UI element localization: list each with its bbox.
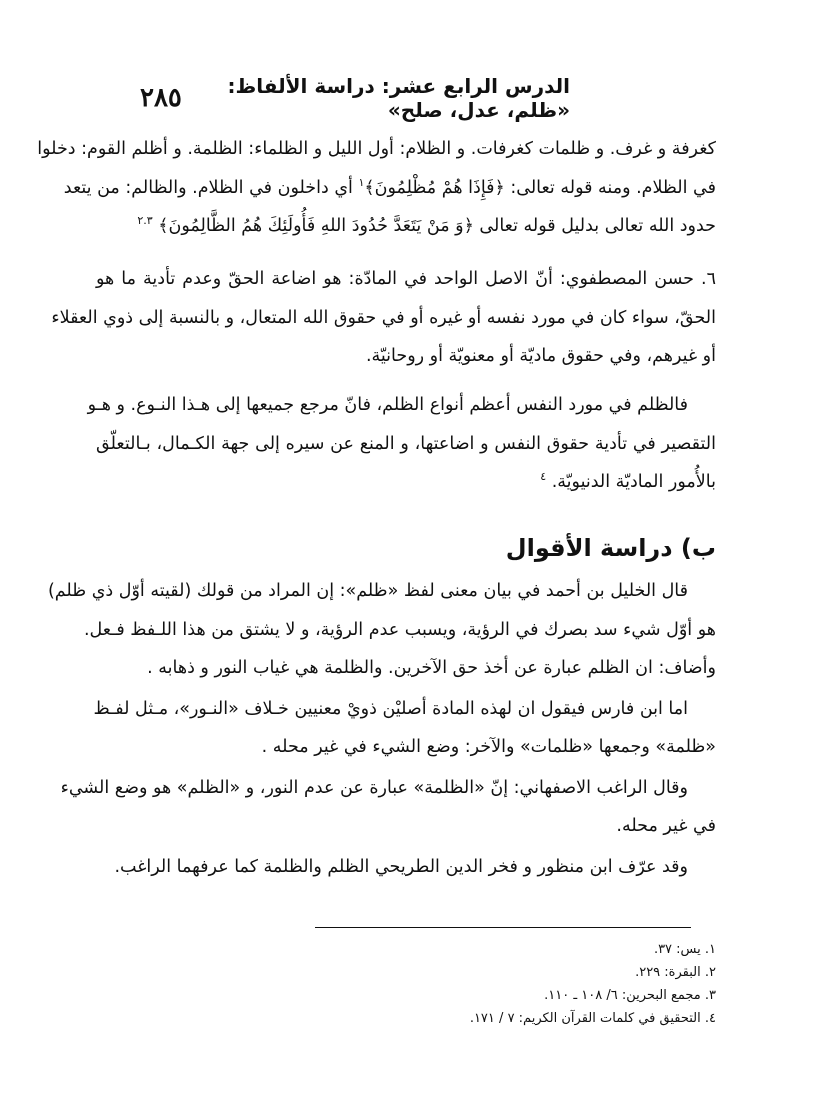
text-line: اما ابن فارس فيقول ان لهذه المادة أصليْن ذويْ معنيين خـلاف «النـور»، مـثل لفـظ: [93, 698, 688, 719]
paragraph-ibn-faris: [93, 690, 716, 767]
text-line: أو غيرهم، وفي حقوق ماديّة أو معنويّة أو روحانيّة.: [365, 346, 716, 366]
text-line: الحقّ، سواء كان في مورد نفسه أو غيره أو في حقوق الله المتعال، و بالنسبة إلى ذوي العقلاء: [51, 307, 716, 328]
text-line: ٦. حسن المصطفوي: أنّ الاصل الواحد في المادّة: هو اضاعة الحقّ وعدم تأدية ما هو: [96, 269, 716, 289]
text-line: كغرفة و غرف. و ظلمات كغرفات. و الظلام: أول الليل و الظلماء: الظلمة. و أظلم القوم: دخلوا: [37, 139, 716, 159]
text-line: [63, 169, 716, 208]
text-line-part: أي داخلون في الظلام. والظالم: من يتعد: [63, 177, 359, 198]
text-line: التقصير في تأدية حقوق النفس و اضاعتها، و المنع عن سيره إلى جهة الكـمال، بـالتعلّق: [96, 433, 716, 454]
text-line: فالظلم في مورد النفس أعظم أنواع الظلم، فانّ مرجع جميعها إلى هـذا النـوع. و هـو: [87, 395, 688, 415]
paragraph-khalil: [47, 572, 716, 688]
text-line: قال الخليل بن أحمد في بيان معنى لفظ «ظلم»: إن المراد من قولك (لقيته أوّل ذي ظلم): [47, 581, 688, 601]
header-title: الدرس الرابع عشر: دراسة الألفاظ: «ظلم، عدل، صلح»: [227, 74, 570, 122]
paragraph-raghib: [60, 769, 716, 846]
section-body: [47, 572, 716, 888]
paragraph-mustafawi: [51, 260, 716, 376]
page-number: ٢٨٥: [140, 83, 182, 113]
text-line: في غير محله.: [616, 816, 716, 836]
footnote-divider: [315, 927, 691, 928]
text-line: وقال الراغب الاصفهاني: إنّ «الظلمة» عبارة عن عدم النور، و «الظلم» هو وضع الشيء: [60, 777, 688, 798]
running-header: [140, 74, 570, 122]
footnote-mark: ١: [358, 175, 365, 189]
footnote-item: ٣. مجمع البحرين: ٦/ ١٠٨ ـ ١١٠.: [544, 988, 716, 1003]
text-line-part: حدود الله تعالى بدليل قوله تعالى ﴿وَ مَنْ يَتَعَدَّ حُدُودَ اللهِ فَأُولَئِكَ هُمُ الظَّالِمُونَ﴾: [158, 216, 716, 236]
footnote-item: ٤. التحقيق في كلمات القرآن الكريم: ٧ / ١٧١.: [469, 1011, 716, 1026]
text-line-part: في الظلام. ومنه قوله تعالى: ﴿فَإِذَا هُمْ مُظْلِمُونَ﴾: [364, 177, 716, 198]
footnote-mark: ٢.٣: [137, 214, 153, 228]
text-line: وأضاف: ان الظلم عبارة عن أخذ حق الآخرين. والظلمة هي غياب النور و ذهابه .: [147, 658, 716, 678]
text-line: وقد عرّف ابن منظور و فخر الدين الطريحي الظلم والظلمة كما عرفهما الراغب.: [114, 856, 688, 877]
footnote-item: ١. يس: ٣٧.: [653, 942, 716, 957]
footnotes: [336, 938, 716, 1030]
footnote-mark: ٤: [540, 470, 547, 484]
text-line: [96, 463, 716, 502]
paragraph-self-oppression: [87, 386, 716, 502]
paragraph-definitions: [37, 130, 716, 246]
paragraph-ibn-manzur: [96, 848, 716, 887]
text-line: [96, 207, 716, 246]
text-line: هو أوّل شيء سد بصرك في الرؤية، ويسبب عدم الرؤية، و لا يشتق من هذا اللـفظ فـعل.: [83, 619, 716, 640]
text-line: «ظلمة» وجمعها «ظلمات» والآخر: وضع الشيء في غير محله .: [261, 737, 716, 757]
text-line-part: بالأُمور الماديّة الدنيويّة.: [551, 472, 716, 492]
section-heading: ب) دراسة الأقوال: [505, 534, 716, 562]
footnote-item: ٢. البقرة: ٢٢٩.: [635, 965, 716, 980]
